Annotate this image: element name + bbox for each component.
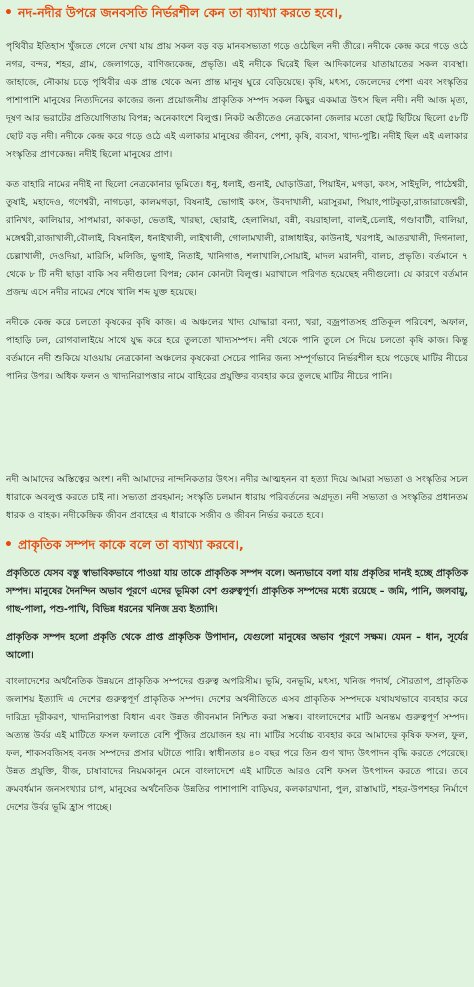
paragraph-resource-example: প্রাকৃতিক সম্পদ হলো প্রকৃতি থেকে প্রাপ্ত প্রাকৃতিক উপাদান, যেগুলো মানুষের অভাব পূরণে সক্ষম। যেমন – ধান, সূর্যের আলো। xyxy=(6,632,468,661)
section-heading-natural-resources xyxy=(4,525,470,565)
bullet-dot-icon: • xyxy=(4,5,13,21)
paragraph-river-culture: নদী আমাদের অস্তিত্বের অংশ। নদী আমাদের নান্দনিকতার উৎস। নদীর আত্মহনন বা হত্যা দিয়ে আমরা সভ্যতা ও সংস্কৃতির সচল ধারাকে অবলুপ্ত করতে চাই না। সভ্যতা প্রবহমান; সংস্কৃতি চলমান ধারায় পরিবর্তনের অগ্রদূত। নদী সভ্যতা ও সংস্কৃতির প্রধানতম ধারক ও বাহক। নদীকেন্দ্রিক জীবন প্রবাহের এ ধারাকে সজীব ও জীবন নির্ভর করতে হবে। xyxy=(6,474,468,521)
paragraph-resource-definition: প্রকৃতিতে যেসব বস্তু স্বাভাবিকভাবে পাওয়া যায় তাকে প্রাকৃতিক সম্পদ বলে। অন্যভাবে বলা যায় প্রকৃতির দানই হচ্ছে প্রাকৃতিক সম্পদ। মানুষের দৈনন্দিন অভাব পূরণে এদের ভূমিকা বেশ গুরুত্বপূর্ণ। প্রাকৃতিক সম্পদের মধ্যে রয়েছে – জমি, পানি, জলবায়ু, গাছ-পালা, পশু-পাখি, বিভিন্ন ধরনের খনিজ দ্রব্য ইত্যাদি। xyxy=(6,568,468,615)
paragraph-river-names: কত বাহারি নামের নদীই না ছিলো নেত্রকোনার ভূমিতে। ধনু, ধলাই, গুনাই, ঘোড়াউত্রা, পিয়াইন, মগড়া, কংস, সাইদুলি, পাঠেশ্বরী, তুষাই, মহাদেও, গণেশ্বরী, নাগচড়া, কালমগড়া, বিষনাই, ভোগাই কংস, উবদাখালী, মরাসুরমা, পিয়াং,পাটকুড়া,রাজারাজেশ্বরী, রানিখং, কালিয়ার, সাপমারা, কাকড়া, ভেতাই, খারছা, ছোরাই, হেলালিয়া, বন্নী, বয়রাহালা, বালই,চেলাই, গণ্ডাবাটী, বালিয়া, মঙ্গেশ্বরী,রাজাখালী,বৌলাই, বিষনাইল, ধনাইখালী, লাইখালী, গোলামখালী, রাঙ্গাধাইর, কাউনাই, খরপাই, আতরখালী, দিগনালা, চেল্লাখালী, দেওদিয়া, মারিসি, মলিজি, ভুগাই, নিতাই, খানিগাঙ, শলাখালি,সোয়াই, মাদল মরানদী, বালচ, প্রভৃতি। বর্তমানে ৭ থেকে ৮ টি নদী ছাড়া বাকি সব নদীগুলো বিপন্ন; কোন কোনটা বিলুপ্ত। মরাখালে পরিণত হয়েছেহ নদীগুলো। যে কারণে বর্তমান প্রজন্ম এসে নদীর নামের শেষে খালি শব্দ যুক্ত হয়েছে। xyxy=(6,179,468,298)
paragraph-resource-bangladesh: বাংলাদেশের অর্থনৈতিক উন্নয়নে প্রাকৃতিক সম্পদের গুরুত্ব অপরিসীম। ভূমি, বনভূমি, মৎস্য, খনিজ পদার্থ, সৌরতাপ, প্রাকৃতিক জলাশয় ইত্যাদি এ দেশের গুরুত্বপূর্ণ প্রাকৃতিক সম্পদ। দেশের অর্থনীতিতে এসব প্রাকৃতিক সম্পদকে যথাযথভাবে ব্যবহার করে দারিদ্র্য দূরীকরণ, খাদ্যনিরাপত্তা বিধান এবং উন্নত জীবনমান নিশ্চিত করা সম্ভব। বাংলাদেশের মাটি অনন্তম গুরুত্বপূর্ণ সম্পদ। অত্যন্ত উর্বর এই মাটিতে ফসল ফলাতে বেশি পুঁজির প্রয়োজন হয় না। মাটির সর্বোচ্চ ব্যবহার করে আমাদের কৃষিক ফসল, ফুল, ফল, শাকসবজিসহ বনজ সম্পদের প্রসার ঘটাতে পারি। স্বাধীনতার ৪০ বছর পরে তিন গুণ খাদ্য উৎপাদন বৃদ্ধি করতে পেরেছে। উন্নত প্রযুক্তি, বীজ, চাষাবাদের নিয়মকানুন মেনে বাংলাদেশে এই মাটিতে আরও বেশি ফসল উৎপাদন করতে পারে। তবে ক্রমবর্ধমান জনসংখ্যার চাপ, মানুষের অর্থনৈতিক উন্নতির পাশাপাশি বাড়িঘর, কলকারখানা, পুল, রাস্তাঘাট, শহর-উপশহর নির্মাণে দেশের উর্বর ভূমি হ্রাস পাচ্ছে। xyxy=(6,676,468,813)
heading-text: প্রাকৃতিক সম্পদ কাকে বলে তা ব্যাখ্যা করবে।, xyxy=(18,537,244,552)
bullet-dot-icon: • xyxy=(4,537,13,553)
paragraph-river-civilization: পৃথিবীর ইতিহাস খুঁজতে গেলে দেখা যায় প্রায় সকল বড় বড় মানবসভ্যতা গড়ে ওঠেছিল নদী তীরে। নদীকে কেন্দ্র করে গড়ে ওঠে নগর, বন্দর, শহর, গ্রাম, জেলাগড়ে, বাণিজ্যকেন্দ্র, প্রভৃতি। এই নদীকে ঘিরেই ছিল আদিকালের যাতায়াতের সকল ব্যবস্থা। জাহাজে, নৌকায় চড়ে পৃথিবীর এক প্রান্ত থেকে অন্য প্রান্ত মানুষ ঘুরে বেড়িয়েছে। কৃষি, মৎস্য, জেলেদের পেশা এবং সংস্কৃতির পাশাপাশি মানুষের নিত্যদিনের কাজের জন্য প্রয়োজনীয় প্রাকৃতিক সম্পদ সকল কিছুর একমাত্র উৎস ছিল নদী। নদী আজ মৃত্য, দূষণ আর ভরাটের প্রতিযোগিতায় বিপন্ন; অনেকাংশে বিলুপ্ত। নিকট অতীতেও নেত্রকোনা জেলার মতো ছোট্ট ছিটিয়ে ছিলো ৫৮টি ছোট বড় নদী। নদীকে কেন্দ্র করে গড়ে ওঠে এই এলাকার মানুষের জীবন, পেশা, কৃষি, ব্যবসা, খাদ্য-পুষ্টি। নদীই ছিল এই এলাকার সংস্কৃতির প্রাণকেন্দ্র। নদীই ছিলো মানুষের প্রাণ। xyxy=(6,41,468,160)
section-heading-river-settlement xyxy=(4,0,470,38)
heading-text: নদ-নদীর উপরে জনবসতি নির্ভরশীল কেন তা ব্যাখ্যা করতে হবে।, xyxy=(18,5,343,20)
paragraph-river-agriculture: নদীকে কেন্দ্র করে চলতো কৃষকের কৃষি কাজ। এ অঞ্চলের খাদ্য যোদ্ধারা বন্যা, খরা, বজ্রপাতসহ প্রতিকূল পরিবেশ, অফাল, পাহাড়ি ঢল, রোগবালাইয়ে সাথে যুদ্ধ করে হরে তুলতো খাদ্যসম্পদ। নদী থেকে পানি তুলে সে দিয়ে চলতো কৃষি কাজ। কিন্তু বর্তমানে নদী শুকিয়ে যাওয়ায় নেত্রকোনা অঞ্চলের কৃষকেরা সেচের পানির জন্য সম্পূর্ণভাবে নির্ভরশীল হয়ে পড়েছে মাটির নীচের পানির উপর। অধিক ফলন ও খাদ্যনিরাপত্তার নামে বাহিরের প্রযুক্তির ব্যবহার করে তুলছে মাটির নীচের পানি। xyxy=(6,317,468,382)
